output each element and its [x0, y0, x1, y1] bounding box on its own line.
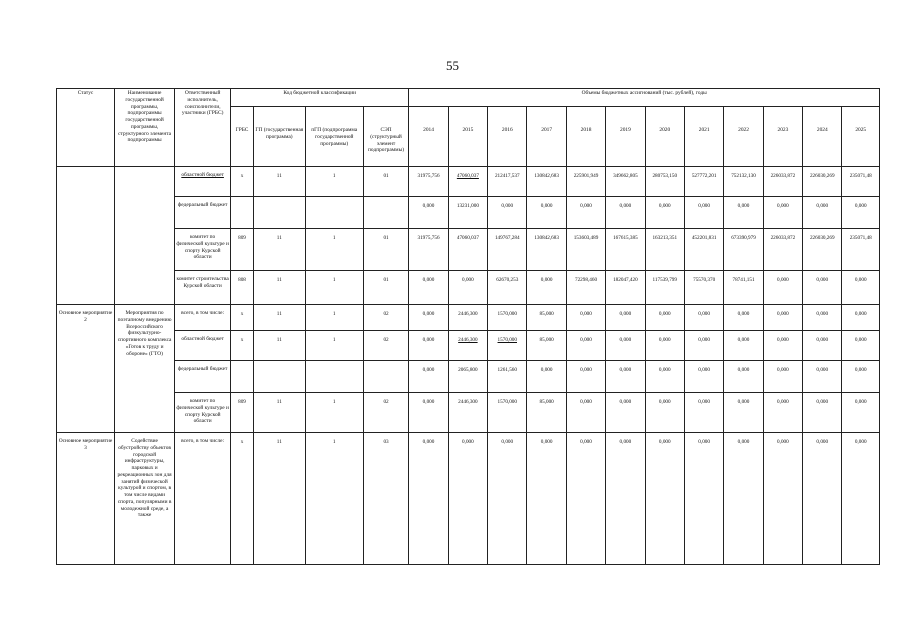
value-cell: 0,000	[763, 361, 802, 393]
header-year: 2017	[527, 107, 566, 167]
value-cell: 0,000	[842, 197, 880, 229]
value-cell: 0,000	[684, 305, 723, 331]
value-cell: 0,000	[566, 197, 605, 229]
source-cell: комитет по физической культуре и спорту Курской области	[175, 393, 231, 433]
value-cell: 0,000	[645, 197, 684, 229]
gp-cell: 11	[253, 305, 305, 331]
value-cell: 0,000	[842, 361, 880, 393]
header-status: Статус	[57, 89, 115, 167]
value-cell: 153603,489	[566, 229, 605, 271]
value-cell: 0,000	[842, 331, 880, 361]
value-cell: 13231,000	[448, 197, 487, 229]
value-cell: 0,000	[803, 305, 842, 331]
value-cell: 0,000	[842, 271, 880, 305]
value-cell: 0,000	[763, 393, 802, 433]
gp-cell: 11	[253, 331, 305, 361]
value-cell: 0,000	[606, 393, 645, 433]
grbs-cell: 809	[231, 393, 254, 433]
gp-cell: 11	[253, 167, 305, 197]
sep-cell: 03	[363, 433, 409, 565]
value-cell: 2065,800	[448, 361, 487, 393]
value-cell: 0,000	[409, 361, 448, 393]
sep-cell: 02	[363, 305, 409, 331]
value-cell: 226033,872	[763, 229, 802, 271]
header-sep: СЭП (структурный элемент подпрограммы)	[363, 107, 409, 167]
source-cell: федеральный бюджет	[175, 197, 231, 229]
pgp-cell: 1	[305, 393, 363, 433]
header-grbs: ГРБС	[231, 107, 254, 167]
table-row	[57, 433, 880, 565]
value-cell: 2446,300	[448, 393, 487, 433]
pgp-cell: 1	[305, 271, 363, 305]
budget-table	[56, 88, 880, 565]
header-year: 2025	[842, 107, 880, 167]
value-cell: 0,000	[763, 305, 802, 331]
value-cell: 2446,300	[448, 305, 487, 331]
value-cell: 0,000	[803, 331, 842, 361]
value-cell: 235071,48	[842, 229, 880, 271]
value-cell: 0,000	[724, 361, 763, 393]
gp-cell: 11	[253, 393, 305, 433]
sep-cell: 01	[363, 271, 409, 305]
value-cell: 0,000	[842, 305, 880, 331]
value-cell: 182047,420	[606, 271, 645, 305]
table-row	[57, 229, 880, 271]
value-cell: 0,000	[606, 197, 645, 229]
value-cell: 0,000	[763, 271, 802, 305]
header-bk-code: Код бюджетной классификации	[231, 89, 409, 107]
pgp-cell: 1	[305, 305, 363, 331]
value-cell: 0,000	[724, 393, 763, 433]
pgp-cell: 1	[305, 229, 363, 271]
value-cell: 31975,756	[409, 229, 448, 271]
sep-cell	[363, 197, 409, 229]
value-cell: 0,000	[645, 305, 684, 331]
table-row	[57, 197, 880, 229]
pgp-cell	[305, 197, 363, 229]
value-cell: 0,000	[527, 361, 566, 393]
value-cell: 0,000	[527, 197, 566, 229]
table-row	[57, 167, 880, 197]
header-year: 2024	[803, 107, 842, 167]
header-year: 2020	[645, 107, 684, 167]
sep-cell: 02	[363, 331, 409, 361]
value-cell: 130842,683	[527, 167, 566, 197]
sep-cell: 02	[363, 393, 409, 433]
value-cell: 75570,370	[684, 271, 723, 305]
value-cell: 0,000	[409, 197, 448, 229]
value-cell: 226030,269	[803, 167, 842, 197]
value-cell: 0,000	[527, 433, 566, 565]
header-year: 2023	[763, 107, 802, 167]
value-cell: 752132,130	[724, 167, 763, 197]
value-cell: 0,000	[842, 393, 880, 433]
header-year: 2021	[684, 107, 723, 167]
value-cell: 0,000	[488, 197, 527, 229]
value-cell: 0,000	[684, 197, 723, 229]
value-cell: 1570,000	[488, 393, 527, 433]
value-cell: 85,000	[527, 305, 566, 331]
grbs-cell	[231, 361, 254, 393]
value-cell: 0,000	[488, 433, 527, 565]
gp-cell	[253, 197, 305, 229]
gp-cell: 11	[253, 271, 305, 305]
value-cell: 0,000	[803, 433, 842, 565]
table-row	[57, 305, 880, 331]
value-cell: 0,000	[409, 271, 448, 305]
value-cell: 226030,269	[803, 229, 842, 271]
source-cell: комитет строительства Курской области	[175, 271, 231, 305]
header-volume: Объемы бюджетных ассигнований (тыс. рублей), годы	[409, 89, 880, 107]
value-cell: 0,000	[763, 433, 802, 565]
value-cell: 225901,949	[566, 167, 605, 197]
value-cell: 117539,799	[645, 271, 684, 305]
pgp-cell: 1	[305, 433, 363, 565]
value-cell: 0,000	[724, 331, 763, 361]
sep-cell: 01	[363, 167, 409, 197]
gp-cell: 11	[253, 433, 305, 565]
value-cell: 1570,000	[488, 305, 527, 331]
value-cell: 0,000	[684, 331, 723, 361]
header-pgp: пГП (подпрограмма государственной программы)	[305, 107, 363, 167]
value-cell: 85,000	[527, 393, 566, 433]
header-year: 2018	[566, 107, 605, 167]
value-cell: 0,000	[566, 331, 605, 361]
value-cell: 0,000	[645, 433, 684, 565]
value-cell: 85,000	[527, 331, 566, 361]
value-cell: 349662,805	[606, 167, 645, 197]
source-cell: всего, в том числе:	[175, 433, 231, 565]
value-cell: 1570,000	[488, 331, 527, 361]
value-cell: 0,000	[606, 305, 645, 331]
header-year: 2014	[409, 107, 448, 167]
value-cell: 527772,201	[684, 167, 723, 197]
value-cell: 1261,560	[488, 361, 527, 393]
status-cell: Основное мероприятие 3	[57, 433, 115, 565]
value-cell: 0,000	[684, 361, 723, 393]
grbs-cell: 808	[231, 271, 254, 305]
header-name: Наименование государственной программы, подпрограммы государственной программы, структурного элемента подпрограммы	[115, 89, 175, 167]
value-cell: 31975,756	[409, 167, 448, 197]
grbs-cell: х	[231, 331, 254, 361]
value-cell: 0,000	[566, 393, 605, 433]
header-year: 2022	[724, 107, 763, 167]
value-cell: 0,000	[645, 393, 684, 433]
value-cell: 149767,284	[488, 229, 527, 271]
value-cell: 0,000	[566, 361, 605, 393]
header-row-1	[57, 89, 880, 107]
value-cell: 0,000	[527, 271, 566, 305]
value-cell: 0,000	[606, 433, 645, 565]
header-year: 2016	[488, 107, 527, 167]
value-cell: 47060,037	[448, 167, 487, 197]
value-cell: 673390,979	[724, 229, 763, 271]
value-cell: 0,000	[409, 305, 448, 331]
grbs-cell	[231, 197, 254, 229]
name-cell: Мероприятия по поэтапному внедрению Всероссийского физкультурно-спортивного комплекса «Готов к труду и обороне» (ГТО)	[115, 305, 175, 433]
pgp-cell: 1	[305, 331, 363, 361]
value-cell: 0,000	[803, 393, 842, 433]
gp-cell	[253, 361, 305, 393]
value-cell: 0,000	[763, 331, 802, 361]
grbs-cell: х	[231, 305, 254, 331]
value-cell: 0,000	[566, 305, 605, 331]
value-cell: 0,000	[606, 331, 645, 361]
table-row	[57, 331, 880, 361]
value-cell: 163213,351	[645, 229, 684, 271]
value-cell: 0,000	[409, 393, 448, 433]
value-cell: 0,000	[724, 197, 763, 229]
value-cell: 0,000	[684, 433, 723, 565]
value-cell: 62670,253	[488, 271, 527, 305]
value-cell: 0,000	[724, 305, 763, 331]
value-cell: 452201,831	[684, 229, 723, 271]
value-cell: 212417,537	[488, 167, 527, 197]
header-year: 2015	[448, 107, 487, 167]
status-cell: Основное мероприятие 2	[57, 305, 115, 433]
source-cell: областной бюджет	[175, 331, 231, 361]
value-cell: 0,000	[763, 197, 802, 229]
value-cell: 0,000	[645, 361, 684, 393]
value-cell: 226033,872	[763, 167, 802, 197]
source-cell: федеральный бюджет	[175, 361, 231, 393]
source-cell: комитет по физической культуре и спорту Курской области	[175, 229, 231, 271]
value-cell: 0,000	[724, 433, 763, 565]
value-cell: 78741,151	[724, 271, 763, 305]
value-cell: 0,000	[803, 361, 842, 393]
table-row	[57, 393, 880, 433]
pgp-cell	[305, 361, 363, 393]
value-cell: 72298,460	[566, 271, 605, 305]
grbs-cell: 809	[231, 229, 254, 271]
source-cell: всего, в том числе:	[175, 305, 231, 331]
page-number: 55	[446, 58, 459, 73]
grbs-cell: х	[231, 167, 254, 197]
value-cell: 0,000	[448, 433, 487, 565]
gp-cell: 11	[253, 229, 305, 271]
header-year: 2019	[606, 107, 645, 167]
sep-cell: 01	[363, 229, 409, 271]
value-cell: 0,000	[803, 197, 842, 229]
value-cell: 2446,300	[448, 331, 487, 361]
value-cell: 0,000	[566, 433, 605, 565]
name-cell: Содействие обустройству объектов городской инфраструктуры, парковых и рекреационных зон для занятий физической культурой и спортом, в том числе видами спорта, популярными в молодежной среде, а также	[115, 433, 175, 565]
header-responsible: Ответственный исполнитель, соисполнители, участники (ГРБС)	[175, 89, 231, 167]
value-cell: 167615,385	[606, 229, 645, 271]
name-cell	[115, 167, 175, 305]
source-cell: областной бюджет	[175, 167, 231, 197]
table-row	[57, 361, 880, 393]
value-cell: 47060,037	[448, 229, 487, 271]
pgp-cell: 1	[305, 167, 363, 197]
status-cell	[57, 167, 115, 305]
header-gp: ГП (государственная программа)	[253, 107, 305, 167]
value-cell: 280753,150	[645, 167, 684, 197]
table-row	[57, 271, 880, 305]
value-cell: 0,000	[684, 393, 723, 433]
value-cell: 0,000	[803, 271, 842, 305]
value-cell: 235071,48	[842, 167, 880, 197]
sep-cell	[363, 361, 409, 393]
value-cell: 0,000	[409, 331, 448, 361]
value-cell: 0,000	[842, 433, 880, 565]
grbs-cell: х	[231, 433, 254, 565]
value-cell: 0,000	[606, 361, 645, 393]
value-cell: 0,000	[645, 331, 684, 361]
value-cell: 0,000	[409, 433, 448, 565]
value-cell: 130842,683	[527, 229, 566, 271]
value-cell: 0,000	[448, 271, 487, 305]
